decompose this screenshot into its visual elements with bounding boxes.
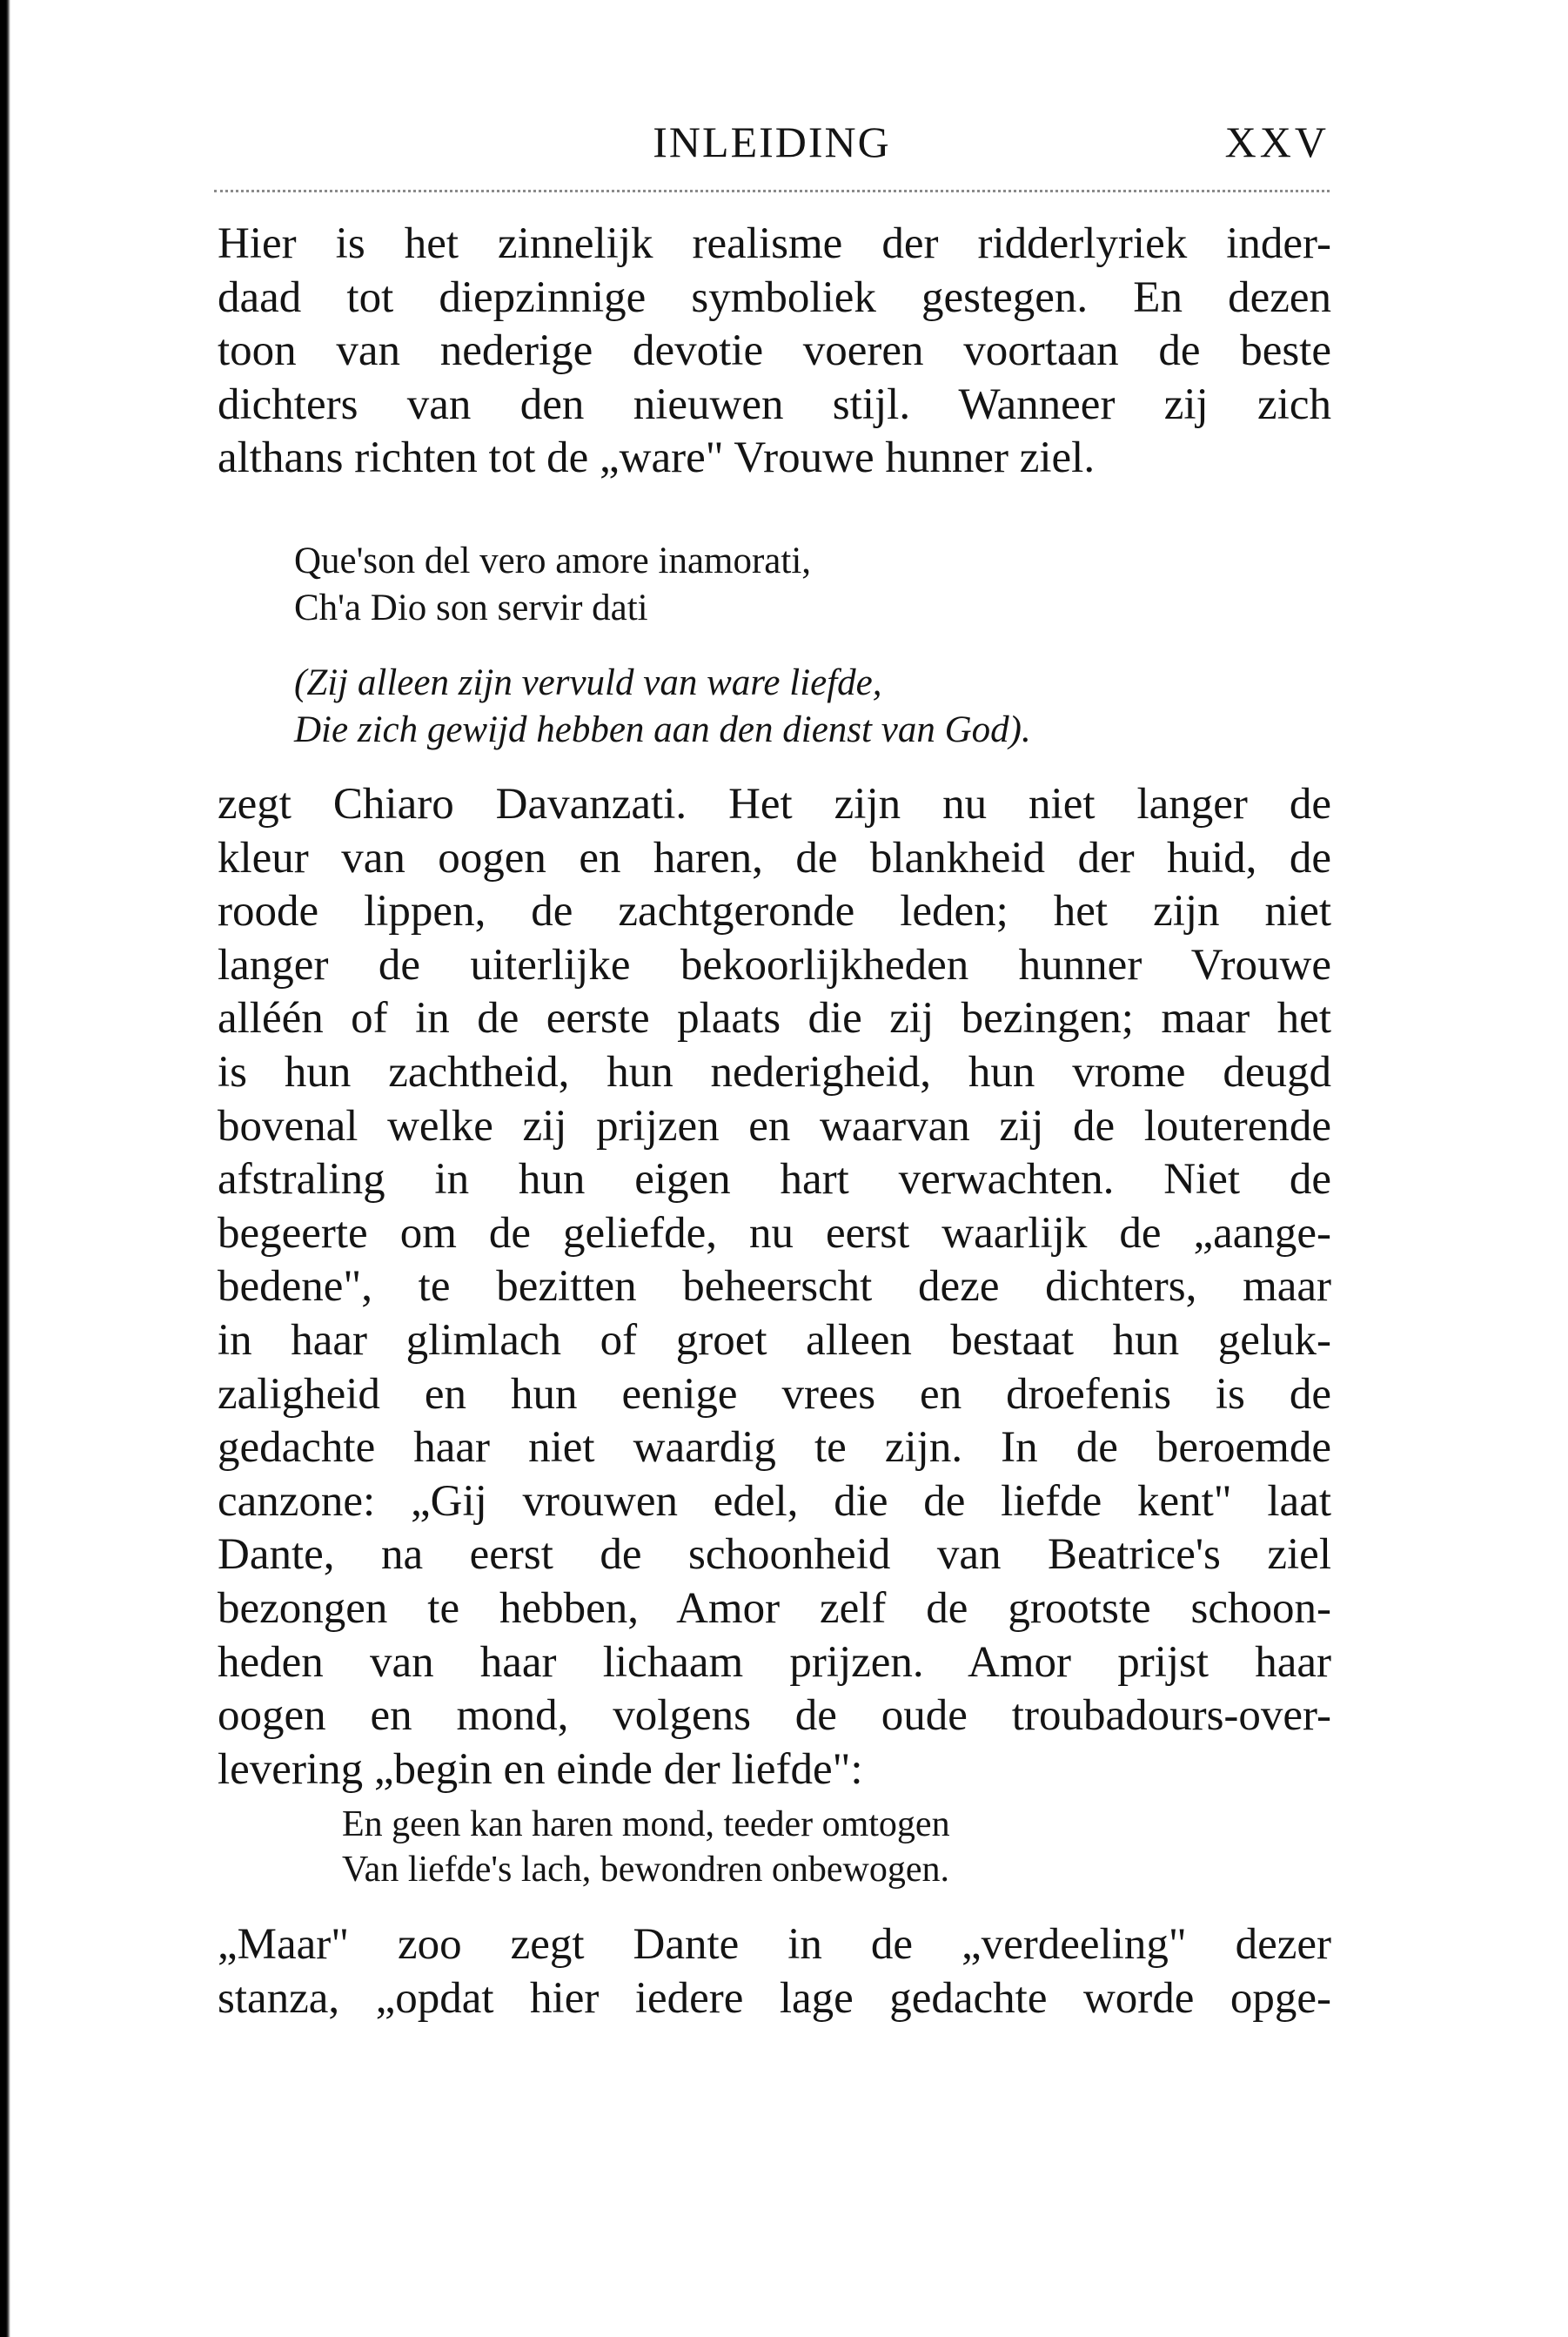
verse-line: En geen kan haren mond, teeder omtogen [342,1804,950,1844]
paragraph-2 [218,778,1331,1796]
text-line: daad tot diepzinnige symboliek gestegen. En dezen [218,272,1331,322]
verse-line: Ch'a Dio son servir dati [294,588,648,628]
text-line: in haar glimlach of groet alleen bestaat hun geluk- [218,1315,1331,1365]
paragraph-3 [218,1918,1331,2025]
text-line: begeerte om de geliefde, nu eerst waarlijk de „aange- [218,1208,1331,1258]
text-line: oogen en mond, volgens de oude troubadours-over- [218,1691,1331,1741]
text-line: dichters van den nieuwen stijl. Wanneer zij zich [218,379,1331,429]
text-line: afstraling in hun eigen hart verwachten. Niet de [218,1155,1331,1205]
text-line: gedachte haar niet waardig te zijn. In de beroemde [218,1423,1331,1473]
text-line: zegt Chiaro Davanzati. Het zijn nu niet langer de [218,780,1331,829]
text-line: zaligheid en hun eenige vrees en droefenis is de [218,1369,1331,1419]
text-line: „Maar" zoo zegt Dante in de „verdeeling" dezer [218,1920,1331,1969]
text-line: levering „begin en einde der liefde": [218,1744,863,1794]
header-dotted-rule [214,190,1330,192]
verse-line: Van liefde's lach, bewondren onbewogen. [342,1850,950,1890]
text-line: roode lippen, de zachtgeronde leden; het zijn niet [218,887,1331,937]
text-line: canzone: „Gij vrouwen edel, die de liefde kent" laat [218,1476,1331,1526]
verse-line: Die zich gewijd hebben aan den dienst van God). [294,709,1031,750]
text-line: langer de uiterlijke bekoorlijkheden hunner Vrouwe [218,940,1331,990]
page-number: XXV [1224,118,1330,166]
page-binding-edge [0,0,10,2337]
text-line: is hun zachtheid, hun nederigheid, hun vrome deugd [218,1047,1331,1097]
text-line: althans richten tot de „ware" Vrouwe hunner ziel. [218,433,1096,483]
text-line: heden van haar lichaam prijzen. Amor prijst haar [218,1637,1331,1687]
text-line: stanza, „opdat hier iedere lage gedachte worde opge- [218,1973,1331,2023]
running-head [214,111,1330,172]
text-line: kleur van oogen en haren, de blankheid der huid, de [218,833,1331,883]
text-line: bedene", te bezitten beheerscht deze dichters, maar [218,1262,1331,1312]
verse-quotation-dutch [342,1802,1343,1892]
text-line: toon van nederige devotie voeren voortaan de beste [218,326,1331,376]
verse-line: Que'son del vero amore inamorati, [294,541,812,581]
text-line: alléén of in de eerste plaats die zij bezingen; maar het [218,994,1331,1044]
text-line: Dante, na eerst de schoonheid van Beatrice's ziel [218,1530,1331,1580]
text-line: bovenal welke zij prijzen en waarvan zij de louterende [218,1101,1331,1151]
running-title: INLEIDING [653,118,891,166]
verse-quotation-italian [294,538,1295,632]
text-line: bezongen te hebben, Amor zelf de grootste schoon- [218,1583,1331,1633]
verse-translation [294,660,1295,754]
text-line: Hier is het zinnelijk realisme der ridderlyriek inder- [218,219,1331,268]
verse-line: (Zij alleen zijn vervuld van ware liefde, [294,662,882,703]
paragraph-1 [218,218,1331,486]
